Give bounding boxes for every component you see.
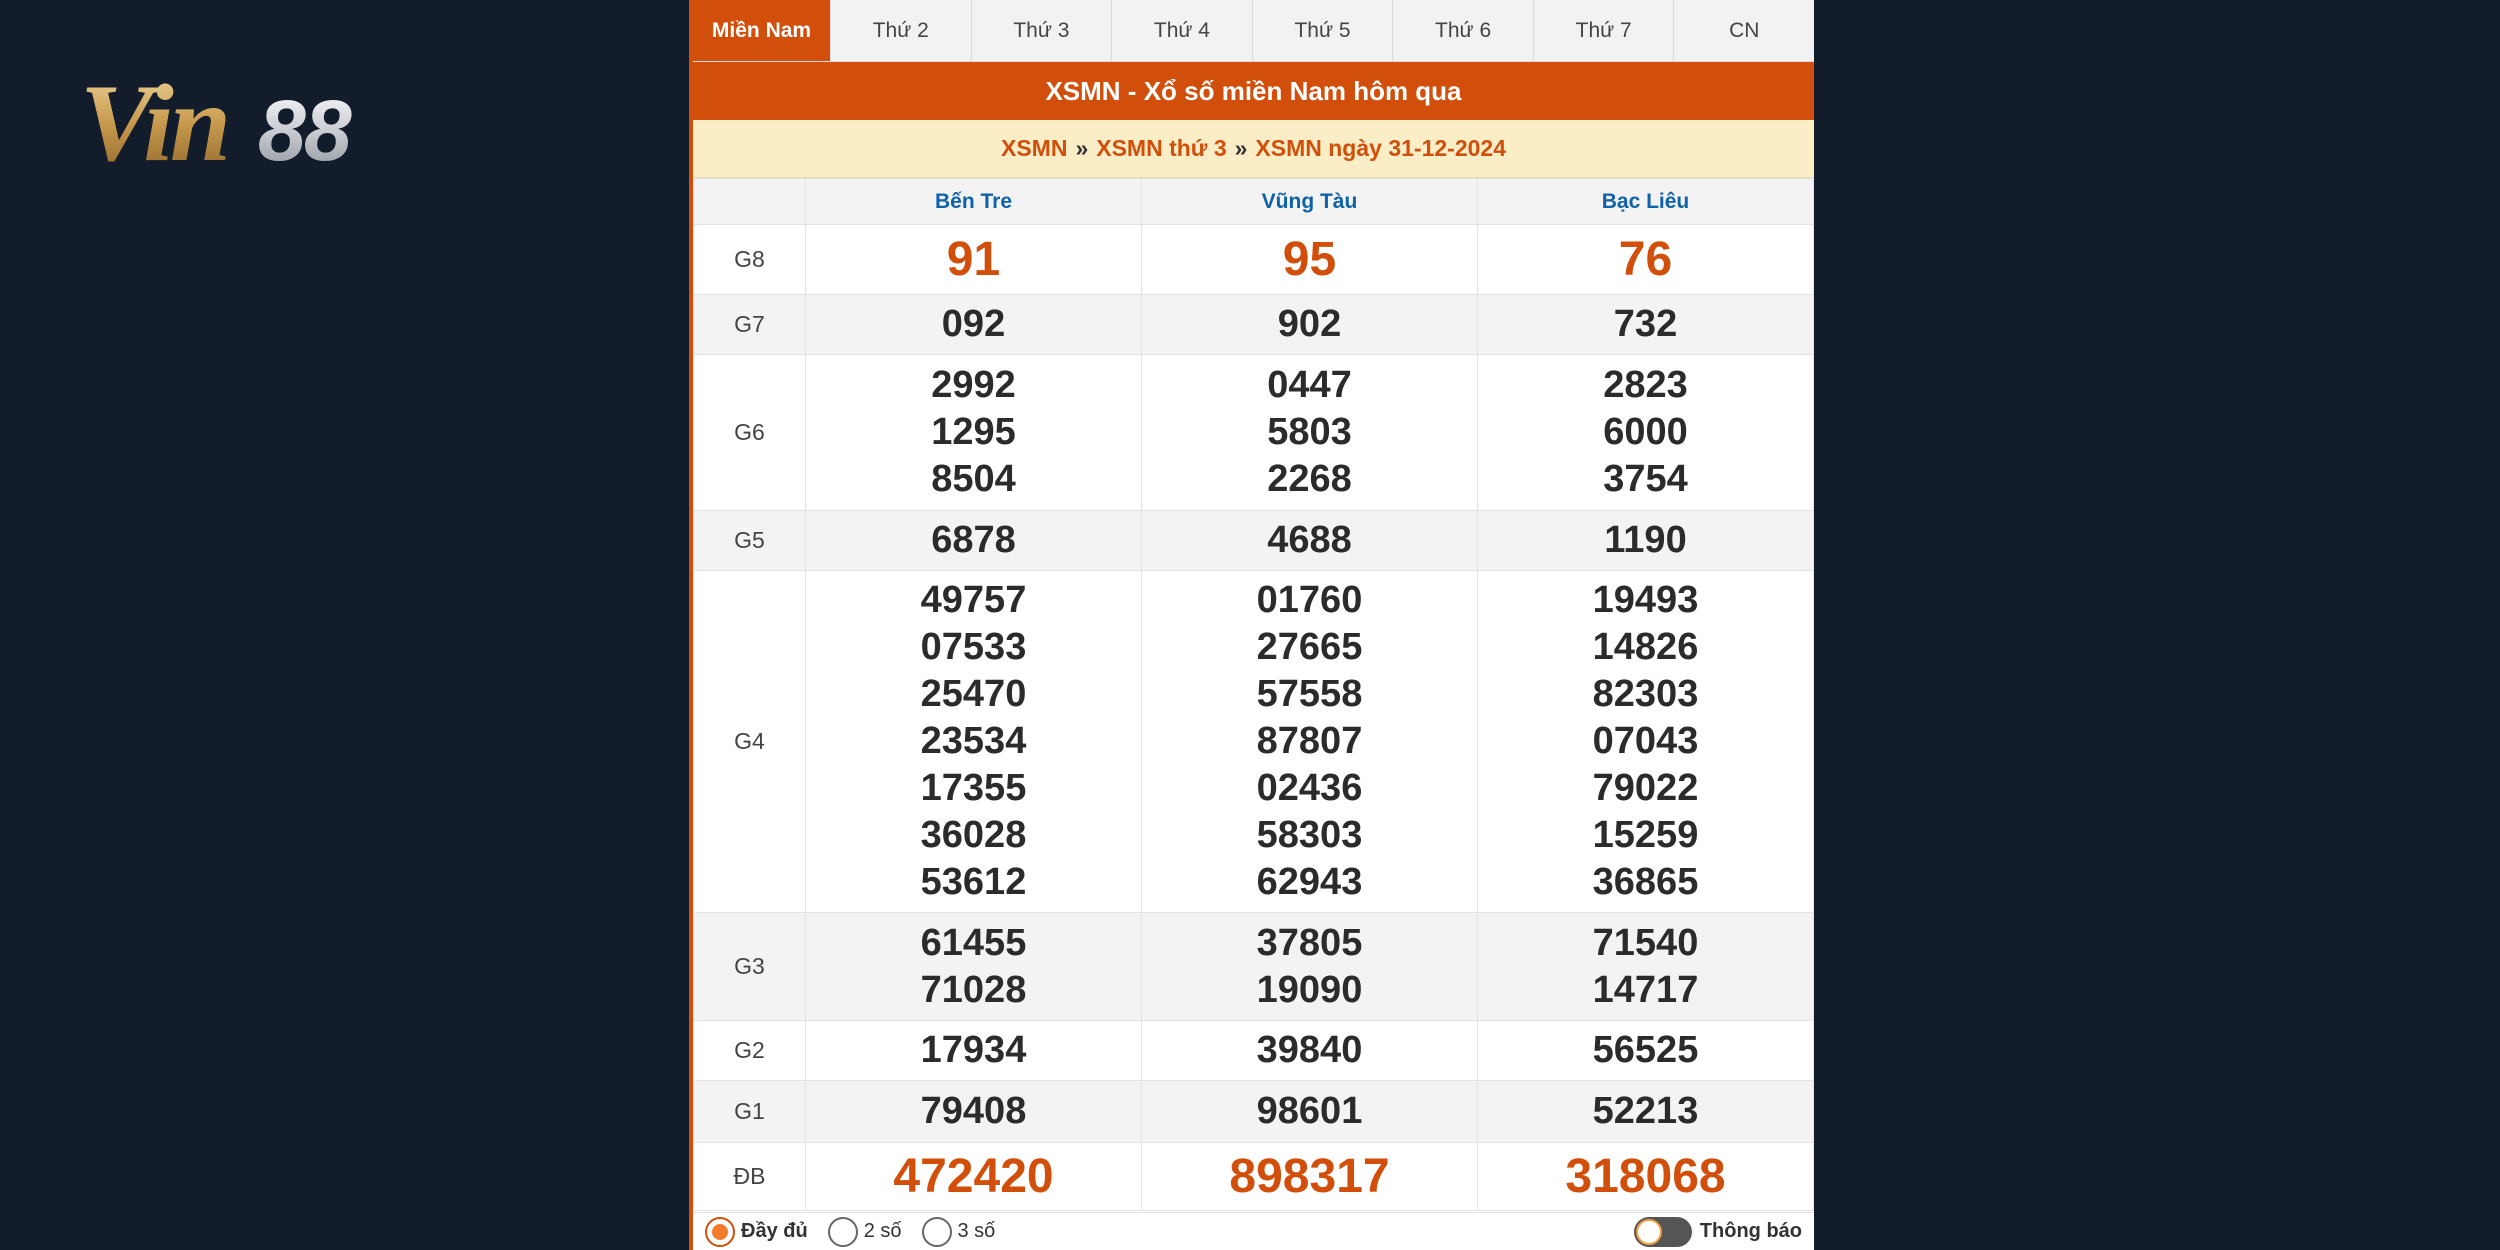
result-number: 14717 [1592,968,1699,1011]
result-cell [1478,1081,1814,1143]
prize-row [694,1081,1814,1143]
prize-row [694,295,1814,355]
result-number: 19090 [1256,968,1363,1011]
result-number: 49757 [920,579,1027,621]
result-number: 36028 [920,814,1027,856]
result-number: 62943 [1256,861,1363,903]
lottery-panel [689,0,1814,1250]
result-cell [1142,1081,1478,1143]
tab-day-2[interactable]: Thứ 3 [972,0,1113,61]
tab-day-1[interactable]: Thứ 2 [831,0,972,61]
prize-column-header [694,179,806,225]
result-number: 2268 [1267,458,1352,500]
result-cell [1142,355,1478,511]
result-cell [806,355,1142,511]
result-cell [806,1143,1142,1211]
result-number: 898317 [1229,1150,1390,1203]
result-cell [806,225,1142,295]
prize-label: G3 [694,913,806,1021]
result-number: 07533 [920,626,1027,668]
tab-day-6[interactable]: Thứ 7 [1534,0,1675,61]
prize-label: G7 [694,295,806,355]
result-number: 6000 [1603,411,1688,453]
result-cell [1478,355,1814,511]
result-number: 82303 [1592,673,1699,715]
prize-row [694,225,1814,295]
notification-label: Thông báo [1699,1220,1802,1242]
result-number: 71540 [1592,921,1699,964]
result-number: 0447 [1267,364,1352,406]
breadcrumb-separator: » [1075,135,1089,161]
result-number: 2823 [1603,364,1688,406]
province-header[interactable]: Vũng Tàu [1142,179,1478,225]
radio-label: Đầy đủ [741,1220,808,1242]
result-number: 61455 [920,921,1027,964]
result-cell [1478,1143,1814,1211]
result-number: 87807 [1256,720,1363,762]
result-number: 07043 [1592,720,1699,762]
result-number: 79022 [1592,767,1699,809]
result-cell [806,1081,1142,1143]
result-number: 8504 [931,458,1016,500]
display-options [693,1212,1814,1250]
radio-circle[interactable] [828,1217,858,1247]
prize-label: G5 [694,511,806,571]
page-title: XSMN - Xổ số miền Nam hôm qua [693,62,1814,120]
result-cell [1478,571,1814,913]
result-cell [1478,511,1814,571]
result-cell [1142,511,1478,571]
result-number: 1190 [1604,519,1687,561]
result-number: 58303 [1256,814,1363,856]
result-number: 318068 [1565,1150,1726,1203]
prize-label: G6 [694,355,806,511]
result-cell [1142,1143,1478,1211]
result-cell [1142,571,1478,913]
result-number: 36865 [1592,861,1699,903]
result-number: 56525 [1592,1029,1699,1071]
breadcrumb [693,120,1814,178]
result-number: 17934 [920,1029,1027,1071]
breadcrumb-xsmn[interactable]: XSMN [1000,135,1068,161]
vin88-logo [80,60,450,190]
radio-3-digits[interactable] [922,1217,996,1247]
prize-label: G2 [694,1021,806,1081]
prize-label: ĐB [694,1143,806,1211]
result-cell [1142,913,1478,1021]
radio-label: 2 số [863,1220,902,1242]
result-cell [1142,225,1478,295]
result-number: 02436 [1256,767,1363,809]
result-cell [806,511,1142,571]
result-number: 71028 [920,968,1027,1011]
radio-label: 3 số [957,1220,996,1242]
result-number: 4688 [1267,519,1352,561]
prize-row [694,511,1814,571]
breadcrumb-xsmn-date[interactable]: XSMN ngày 31-12-2024 [1255,135,1506,161]
radio-full[interactable] [705,1217,808,1247]
toggle-knob [1636,1219,1662,1245]
result-number: 52213 [1592,1090,1699,1132]
prize-row [694,571,1814,913]
result-number: 91 [946,233,1001,286]
result-number: 37805 [1256,921,1363,964]
radio-circle[interactable] [705,1217,735,1247]
breadcrumb-xsmn-thu-3[interactable]: XSMN thứ 3 [1096,135,1227,161]
result-number: 57558 [1256,673,1363,715]
prize-row [694,355,1814,511]
province-header[interactable]: Bạc Liêu [1478,179,1814,225]
result-number: 6878 [931,519,1016,561]
result-number: 2992 [931,364,1016,406]
result-number: 1295 [931,411,1016,453]
result-number: 19493 [1592,579,1699,621]
breadcrumb-separator: » [1234,135,1248,161]
result-cell [1478,913,1814,1021]
result-number: 01760 [1256,579,1363,621]
prize-label: G1 [694,1081,806,1143]
result-cell [806,913,1142,1021]
result-cell [806,571,1142,913]
province-header[interactable]: Bến Tre [806,179,1142,225]
result-number: 98601 [1256,1090,1363,1132]
result-number: 79408 [920,1090,1027,1132]
prize-row [694,1143,1814,1211]
result-number: 25470 [920,673,1027,715]
tab-day-5[interactable]: Thứ 6 [1393,0,1534,61]
result-number: 472420 [893,1150,1054,1203]
tab-mien-nam[interactable]: Miền Nam [693,0,831,61]
result-number: 95 [1282,233,1337,286]
prize-row [694,913,1814,1021]
result-number: 27665 [1256,626,1363,668]
svg-text:88: 88 [258,83,350,179]
svg-text:Vin: Vin [80,62,228,184]
result-number: 53612 [920,861,1027,903]
notification-toggle[interactable] [1634,1217,1692,1247]
result-number: 902 [1277,303,1342,345]
result-number: 3754 [1603,458,1688,500]
prize-label: G8 [694,225,806,295]
result-cell [1478,295,1814,355]
tab-day-3[interactable]: Thứ 4 [1112,0,1253,61]
prize-label: G4 [694,571,806,913]
result-number: 15259 [1592,814,1699,856]
result-number: 5803 [1267,411,1352,453]
tab-day-4[interactable]: Thứ 5 [1253,0,1394,61]
result-number: 23534 [920,720,1027,762]
prize-row [694,1021,1814,1081]
radio-circle[interactable] [922,1217,952,1247]
result-cell [1478,1021,1814,1081]
results-table [693,178,1814,1211]
result-number: 732 [1613,303,1678,345]
result-number: 39840 [1256,1029,1363,1071]
result-number: 092 [941,303,1006,345]
result-cell [806,295,1142,355]
result-number: 17355 [920,767,1027,809]
radio-2-digits[interactable] [828,1217,902,1247]
result-cell [1142,295,1478,355]
result-cell [806,1021,1142,1081]
notification-toggle-group [1634,1217,1802,1247]
result-number: 14826 [1592,626,1699,668]
result-number: 76 [1618,233,1673,286]
result-cell [1142,1021,1478,1081]
result-cell [1478,225,1814,295]
table-header-row [694,179,1814,225]
day-tabs [693,0,1814,62]
tab-day-7[interactable]: CN [1674,0,1814,61]
